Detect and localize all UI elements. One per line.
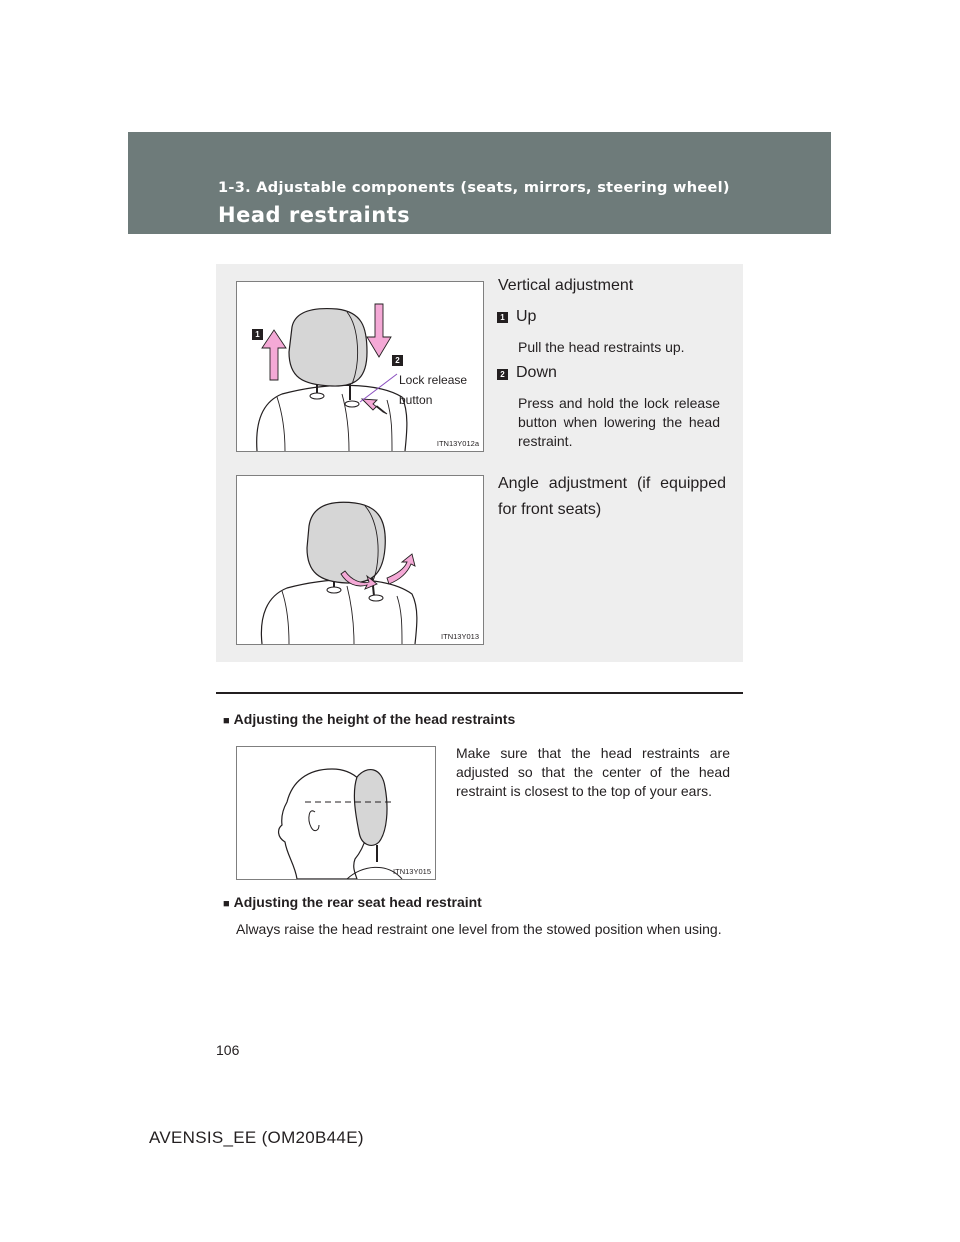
item-desc-up: Pull the head restraints up. xyxy=(518,339,685,355)
bullet-triangle-icon: ■ xyxy=(223,715,230,727)
vertical-adjustment-figure xyxy=(236,281,484,452)
item-label-down: Down xyxy=(516,364,557,381)
badge-down: 2 xyxy=(392,355,403,366)
angle-adjustment-figure xyxy=(236,475,484,645)
item-badge-up: 1 xyxy=(497,312,508,323)
head-restraint-angle-illustration xyxy=(237,476,483,644)
model-code: AVENSIS_EE (OM20B44E) xyxy=(149,1128,364,1147)
head-profile-illustration xyxy=(237,747,435,879)
note-heading-rear xyxy=(223,894,482,910)
note-text-height: Make sure that the head restraints are adjusted so that the center of the head restraint is closest to the top of your ears. xyxy=(456,745,730,799)
callout-line-2: button xyxy=(399,393,433,407)
figure-code: ITN13Y012a xyxy=(436,439,479,448)
bullet-triangle-icon: ■ xyxy=(223,898,230,910)
note-heading-text: Adjusting the rear seat head restraint xyxy=(233,894,482,910)
adjustment-panel xyxy=(216,264,743,662)
figure-code: ITN13Y015 xyxy=(393,867,431,876)
lock-release-callout xyxy=(399,370,467,410)
item-badge-down: 2 xyxy=(497,369,508,380)
item-label-up: Up xyxy=(516,308,537,325)
head-restraint-vertical-illustration xyxy=(237,282,483,451)
note-heading-height xyxy=(223,711,515,727)
vertical-heading: Vertical adjustment xyxy=(498,277,634,294)
page-title: Head restraints xyxy=(218,203,411,227)
ear-height-figure xyxy=(236,746,436,880)
figure-code: ITN13Y013 xyxy=(441,632,479,641)
note-heading-text: Adjusting the height of the head restraints xyxy=(233,711,516,727)
badge-up: 1 xyxy=(252,329,263,340)
section-divider xyxy=(216,692,743,694)
item-desc-down: Press and hold the lock release button when lowering the head restraint. xyxy=(518,395,720,449)
callout-line-1: Lock release xyxy=(399,373,468,387)
chapter-header xyxy=(128,132,831,234)
section-title: 1-3. Adjustable components (seats, mirrors, steering wheel) xyxy=(218,180,730,196)
angle-heading: Angle adjustment (if equipped for front seats) xyxy=(498,475,726,518)
note-text-rear: Always raise the head restraint one level from the stowed position when using. xyxy=(236,921,722,937)
page-number: 106 xyxy=(216,1042,240,1058)
